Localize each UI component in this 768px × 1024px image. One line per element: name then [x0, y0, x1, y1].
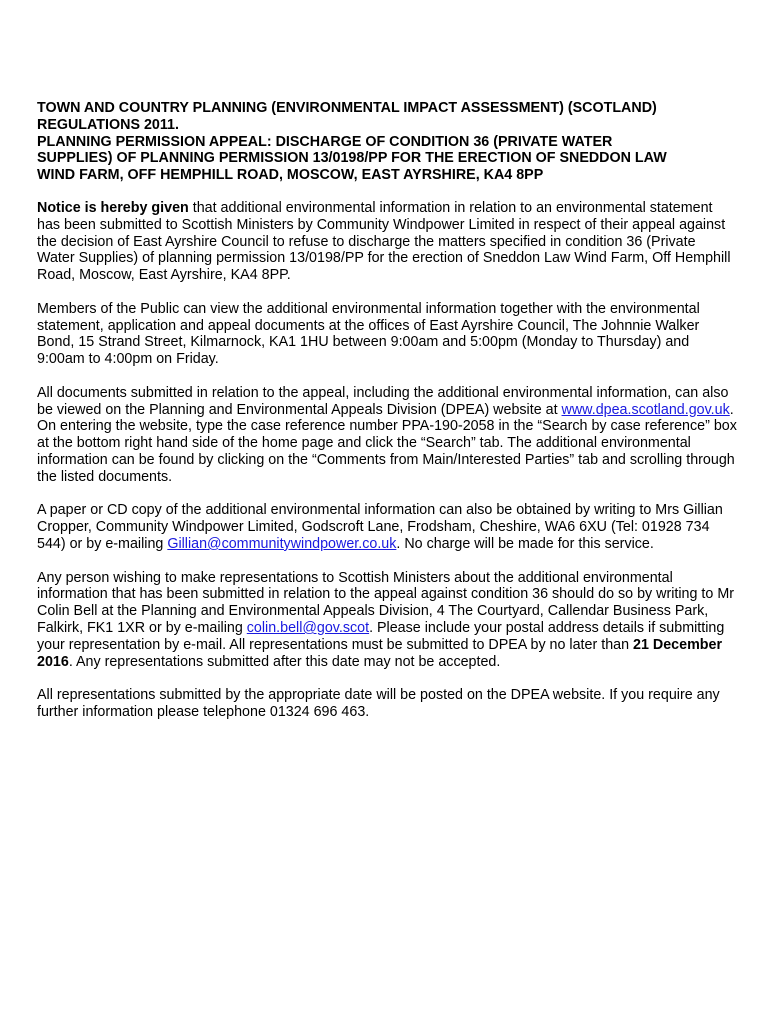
gillian-email-link[interactable]: Gillian@communitywindpower.co.uk	[167, 535, 397, 552]
paragraph-text: Any person wishing to make representations to Scottish Ministers about the additional environmental information that has been submitted in relation to the appeal against condition 36 should do so by writing to Mr Colin Bell at the Planning and Environmental Appeals Division, 4 The Courtyard, Callendar Business Park, Falkirk, FK1 1XR or by e-mailing	[37, 569, 735, 636]
paragraph-text: . On entering the website, type the case reference number PPA-190-2058 in the “Search by case reference” box at the bottom right hand side of the home page and click the “Search” tab. The additional environmental information can be found by clicking on the “Comments from Main/Interested Parties” tab and scrolling through the listed documents.	[37, 401, 737, 485]
paragraph-text: . No charge will be made for this service.	[396, 535, 654, 552]
notice-heading	[37, 100, 737, 184]
paragraph-text: that additional environmental information in relation to an environmental statement has been submitted to Scottish Ministers by Community Windpower Limited in respect of their appeal against the decision of East Ayrshire Council to refuse to discharge the matters specified in condition 36 (Private Water Supplies) of planning permission 13/0198/PP for the erection of Sneddon Law Wind Farm, Off Hemphill Road, Moscow, East Ayrshire, KA4 8PP.	[37, 199, 731, 284]
paragraph-text: All documents submitted in relation to the appeal, including the additional environmental information, can also be viewed on the Planning and Environmental Appeals Division (DPEA) website at	[37, 384, 729, 418]
paragraph-text: A paper or CD copy of the additional environmental information can also be obtained by writing to Mrs Gillian Cropper, Community Windpower Limited, Godscroft Lane, Frodsham, Cheshire, WA6 6XU (Tel: 01928 734 544) or by e-mailing	[37, 502, 723, 552]
heading-line: TOWN AND COUNTRY PLANNING (ENVIRONMENTAL IMPACT ASSESSMENT) (SCOTLAND)	[37, 100, 657, 116]
paragraph-text: All representations submitted by the appropriate date will be posted on the DPEA website. If you require any further information please telephone 01324 696 463.	[37, 687, 720, 720]
representations-paragraph	[37, 570, 737, 671]
colin-email-link[interactable]: colin.bell@gov.scot	[246, 619, 370, 636]
website-paragraph	[37, 385, 737, 486]
paragraph-text: . Please include your postal address details if submitting your representation by e-mail. All representations must be submitted to DPEA by no later than	[37, 619, 725, 653]
heading-line: WIND FARM, OFF HEMPHILL ROAD, MOSCOW, EAST AYRSHIRE, KA4 8PP	[37, 167, 544, 184]
paragraph-text: Members of the Public can view the additional environmental information together with the environmental statement, application and appeal documents at the offices of East Ayrshire Council, The Johnnie Walker Bond, 15 Strand Street, Kilmarnock, KA1 1HU between 9:00am and 5:00pm (Monday to Thursday) and 9:00am to 4:00pm on Friday.	[37, 300, 700, 368]
copy-request-paragraph	[37, 502, 737, 552]
notice-document	[37, 100, 737, 737]
paragraph-text: . Any representations submitted after this date may not be accepted.	[68, 653, 501, 670]
dpea-website-link[interactable]: www.dpea.scotland.gov.uk	[561, 401, 730, 418]
notice-lead: Notice is hereby given	[37, 199, 189, 216]
heading-line: SUPPLIES) OF PLANNING PERMISSION 13/0198/PP FOR THE ERECTION OF SNEDDON LAW	[37, 150, 667, 167]
closing-paragraph	[37, 687, 737, 721]
viewing-paragraph	[37, 301, 737, 368]
heading-line: REGULATIONS 2011.	[37, 116, 179, 133]
heading-line: PLANNING PERMISSION APPEAL: DISCHARGE OF CONDITION 36 (PRIVATE WATER	[37, 133, 613, 150]
deadline-date: 21 December 2016	[37, 636, 723, 670]
notice-paragraph	[37, 200, 737, 284]
